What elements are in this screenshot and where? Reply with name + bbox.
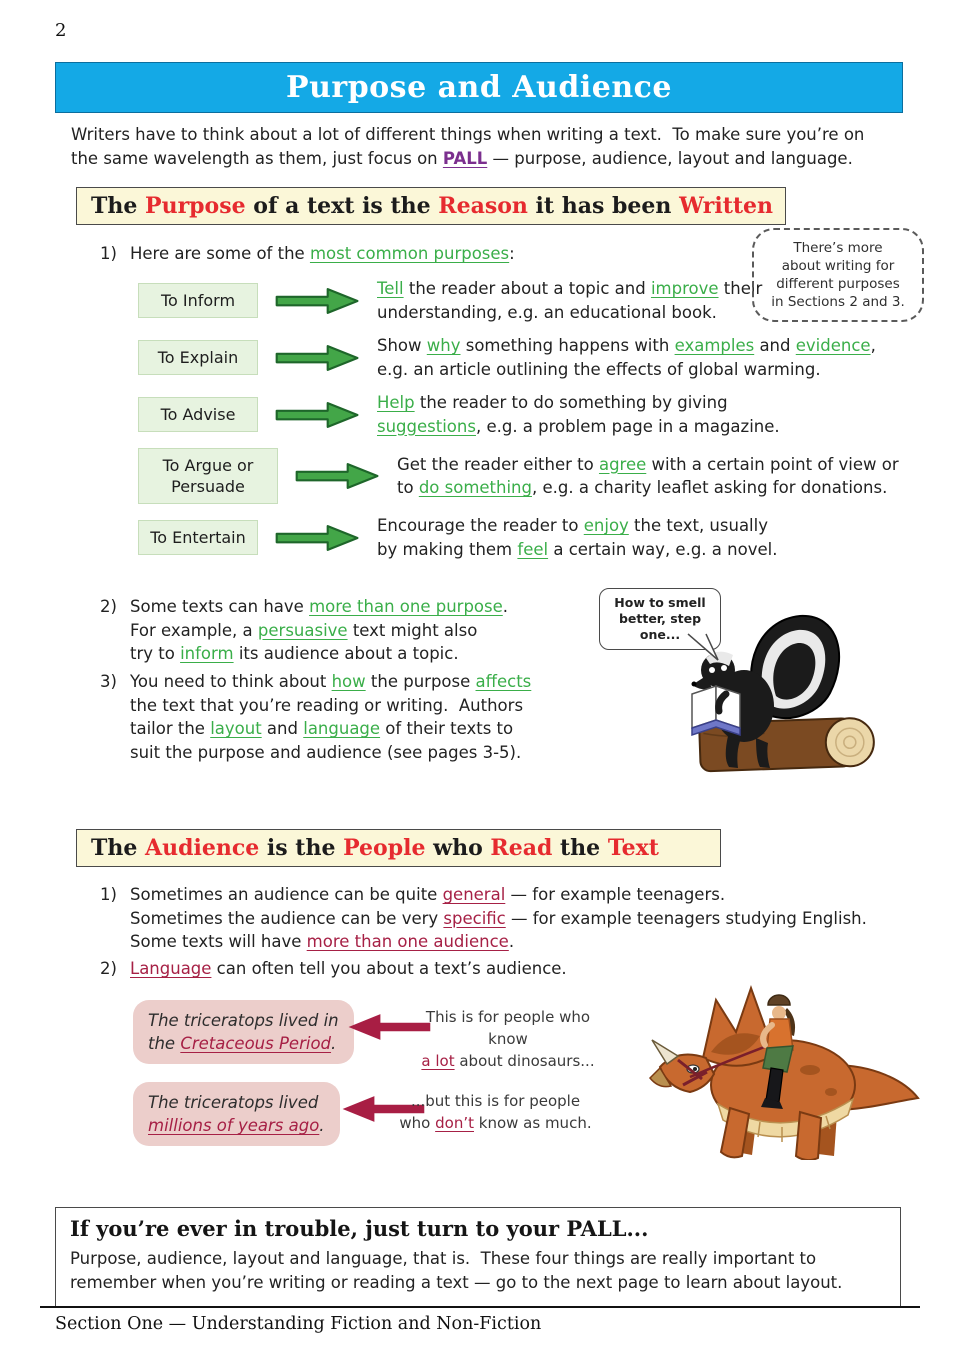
audience-point-1 (100, 883, 867, 954)
purpose-point-2 (100, 595, 508, 666)
audience-point-2 (100, 957, 567, 981)
purpose-description: Help the reader to do something by giving suggestions, e.g. a problem page in a magazine. (377, 393, 780, 436)
purpose-description: Show why something happens with examples and evidence, e.g. an article outlining the effects of global warming. (377, 336, 876, 379)
point-number: 1) (100, 885, 117, 904)
point-number: 3) (100, 672, 117, 691)
footer-text: Section One — Understanding Fiction and Non-Fiction (55, 1314, 542, 1334)
purpose-row (138, 334, 908, 381)
point-text: Here are some of the most common purposes: (130, 244, 515, 263)
dinosaur-rider-illustration (648, 980, 928, 1160)
section-heading-purpose (76, 187, 786, 225)
purpose-label-box: To Inform (138, 283, 258, 318)
purpose-label-box: To Advise (138, 397, 258, 432)
skunk-speech-bubble: How to smell better, step one... (599, 588, 721, 650)
arrow-right-icon (275, 523, 360, 553)
purpose-point-1 (100, 242, 515, 266)
purpose-row (138, 391, 908, 438)
summary-box (55, 1207, 901, 1308)
point-number: 1) (100, 244, 117, 263)
purpose-description: Tell the reader about a topic and improve their understanding, e.g. an educational book. (377, 279, 763, 322)
example-note: ...but this is for people who don’t know as much. (399, 1092, 592, 1132)
intro-text: Writers have to think about a lot of different things when writing a text. To make sure you’re on the same wavelength as them, just focus on PALL — purpose, audience, layout and language. (71, 125, 865, 168)
example-box-specific-audience: The triceratops lived in the Cretaceous Period. (133, 1000, 354, 1064)
point-number: 2) (100, 959, 117, 978)
point-text: Some texts can have more than one purpose. For example, a persuasive text might also try to inform its audience about a topic. (130, 597, 509, 663)
arrow-right-icon (295, 461, 380, 491)
arrow-right-icon (275, 343, 360, 373)
point-text: Sometimes an audience can be quite general — for example teenagers. Sometimes the audience can be very specific — for example teenagers studying English. Some texts will have more than one audience. (130, 885, 867, 951)
purpose-row (138, 514, 908, 561)
example-note: This is for people who know a lot about dinosaurs... (421, 1008, 595, 1070)
purpose-description: Encourage the reader to enjoy the text, usually by making them feel a certain way, e.g. a novel. (377, 516, 778, 559)
summary-title: If you’re ever in trouble, just turn to your PALL... (70, 1216, 649, 1241)
section-heading-audience (76, 829, 721, 867)
arrow-right-icon (275, 286, 360, 316)
purpose-label-box: To Explain (138, 340, 258, 375)
section-heading-purpose-text: The Purpose of a text is the Reason it has been Written (91, 193, 774, 219)
purpose-label-box: To Argue or Persuade (138, 448, 278, 504)
point-text: Language can often tell you about a text’s audience. (130, 959, 567, 978)
example-box-general-audience: The triceratops lived millions of years ago. (133, 1082, 340, 1146)
margin-note: There’s more about writing for different purposes in Sections 2 and 3. (752, 228, 924, 322)
section-heading-audience-text: The Audience is the People who Read the Text (91, 835, 659, 861)
purpose-description: Get the reader either to agree with a certain point of view or to do something, e.g. a charity leaflet asking for donations. (397, 454, 899, 497)
page-number: 2 (55, 20, 67, 41)
title-banner (55, 62, 903, 113)
summary-text: Purpose, audience, layout and language, that is. These four things are really important to remember when you’re writing or reading a text — go to the next page to learn about layout. (70, 1249, 843, 1292)
purpose-label-box: To Entertain (138, 520, 258, 555)
purpose-row (138, 448, 908, 504)
speech-bubble-tail (686, 633, 720, 663)
arrow-right-icon (275, 400, 360, 430)
point-text: You need to think about how the purpose affects the text that you’re reading or writing. Authors tailor the layout and language of their texts to suit the purpose and audience (see pages 3-5). (130, 672, 532, 762)
point-number: 2) (100, 597, 117, 616)
page-title: Purpose and Audience (286, 70, 672, 105)
purpose-point-3 (100, 670, 531, 764)
footer-rule (40, 1306, 920, 1308)
